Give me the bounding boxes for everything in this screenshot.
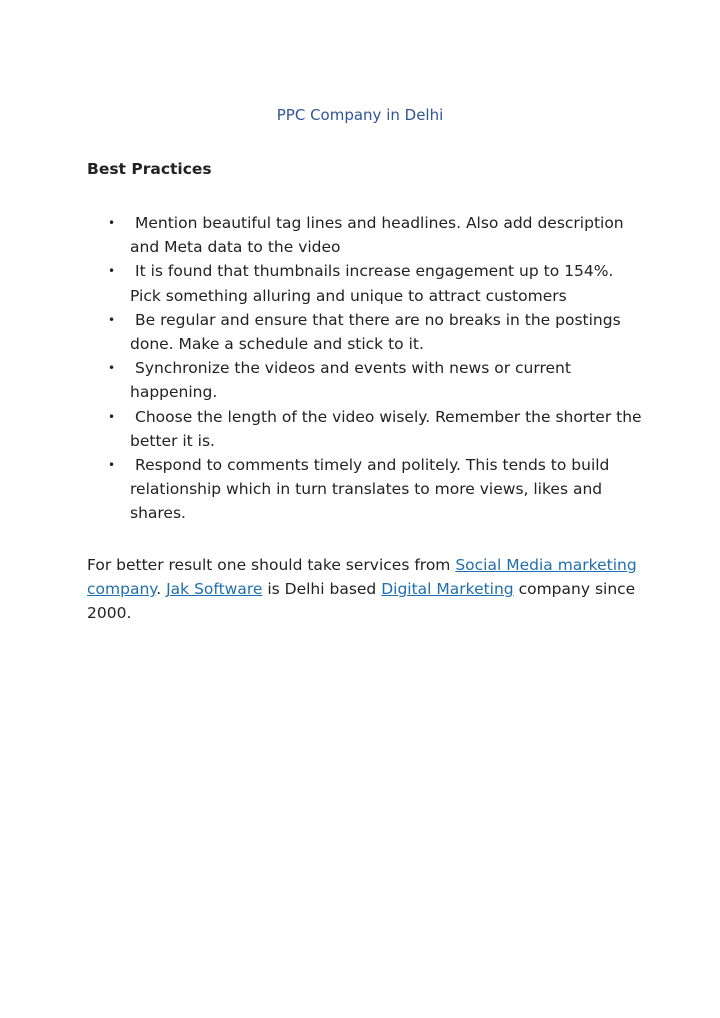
- bullet-icon: •: [108, 361, 116, 376]
- best-practices-list: [87, 211, 647, 526]
- bullet-icon: •: [108, 409, 116, 424]
- digital-marketing-link[interactable]: Digital Marketing: [381, 580, 514, 599]
- list-item: [87, 405, 647, 453]
- closing-text: .: [156, 580, 167, 599]
- list-item: [87, 259, 647, 307]
- closing-text: is Delhi based: [262, 580, 382, 599]
- jak-software-link[interactable]: Jak Software: [166, 580, 263, 599]
- bullet-icon: •: [108, 216, 116, 230]
- list-item: [87, 211, 647, 259]
- closing-text: company since 2000.: [87, 580, 636, 623]
- bullet-icon: •: [108, 458, 116, 473]
- list-item-text: Choose the length of the video wisely. Remember the shorter the better it is.: [130, 407, 642, 450]
- closing-paragraph: [87, 553, 647, 626]
- list-item-text: It is found that thumbnails increase engagement up to 154%. Pick something alluring and unique to attract customers: [130, 262, 614, 305]
- list-item-text: Be regular and ensure that there are no breaks in the postings done. Make a schedule and stick to it.: [130, 310, 621, 354]
- list-item-text: Mention beautiful tag lines and headlines. Also add description and Meta data to the video: [130, 214, 624, 257]
- list-item: [87, 356, 647, 404]
- page-title: PPC Company in Delhi: [276, 106, 444, 124]
- list-item-text: Respond to comments timely and politely. This tends to build relationship which in turn translates to more views, likes and shares.: [130, 456, 610, 523]
- list-item-text: Synchronize the videos and events with news or current happening.: [130, 359, 571, 402]
- list-item: [87, 453, 647, 526]
- social-media-marketing-link[interactable]: Social Media marketing company: [87, 556, 637, 599]
- list-item: [87, 308, 647, 356]
- closing-text: For better result one should take services from: [87, 556, 456, 574]
- bullet-icon: •: [108, 264, 116, 279]
- bullet-icon: •: [108, 312, 116, 327]
- section-heading: Best Practices: [87, 160, 212, 178]
